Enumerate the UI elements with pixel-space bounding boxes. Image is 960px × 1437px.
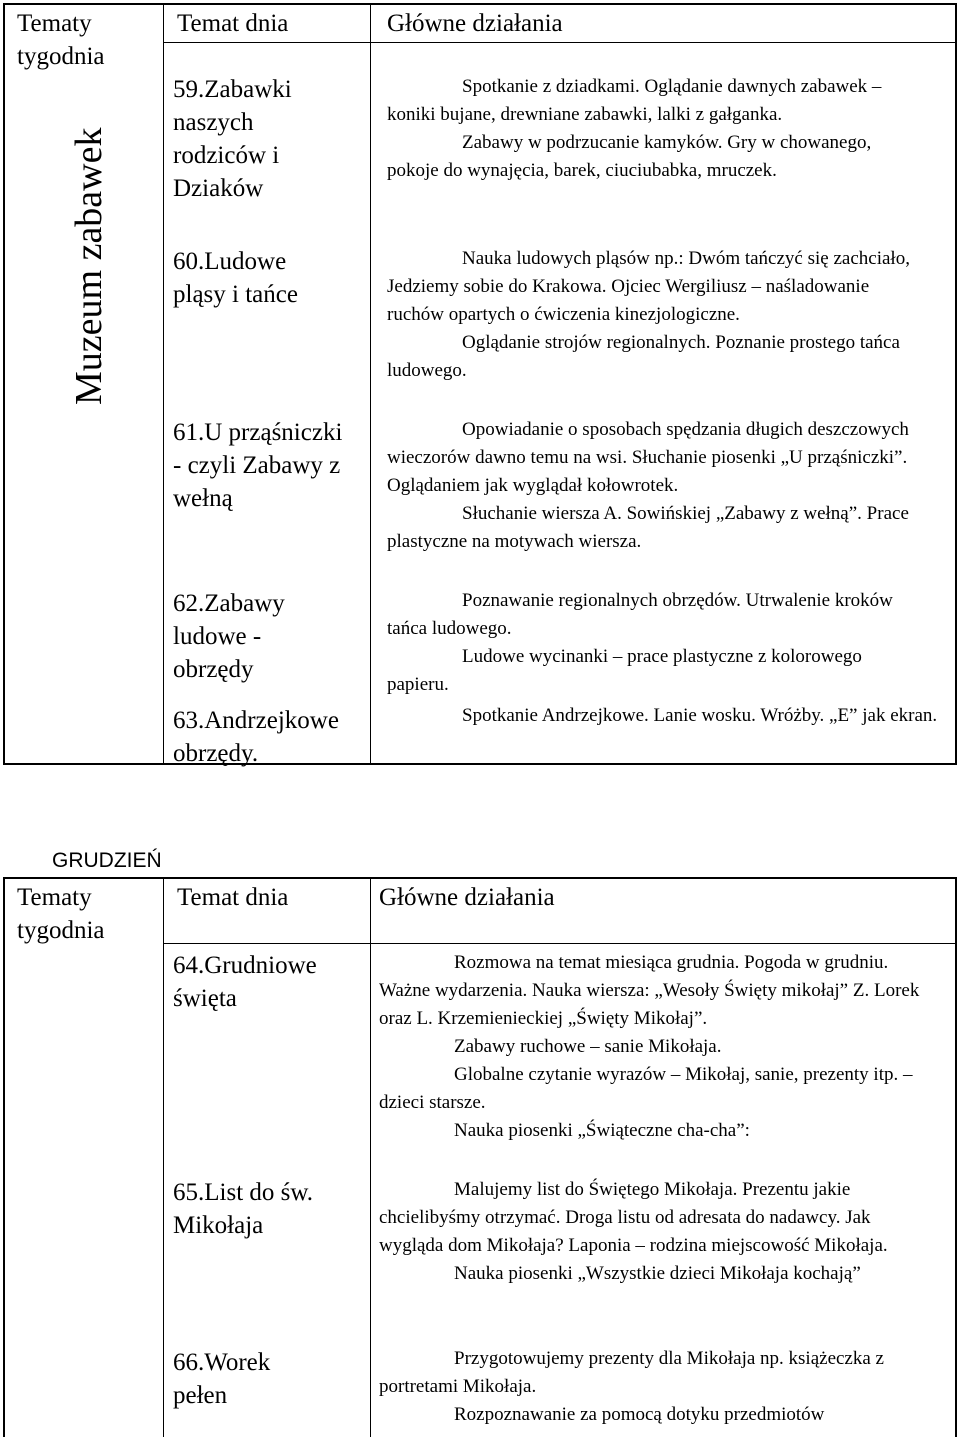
activities-62 bbox=[387, 587, 927, 699]
day-topic-64: 64.Grudniowe święta bbox=[173, 952, 317, 1012]
activity-paragraph: Przygotowujemy prezenty dla Mikołaja np. książeczka z portretami Mikołaja. bbox=[379, 1348, 884, 1397]
header-day-topic: Temat dnia bbox=[177, 884, 289, 911]
activity-paragraph: Słuchanie wiersza A. Sowińskiej „Zabawy z wełną”. Prace plastyczne na motywach wiersza. bbox=[387, 503, 909, 552]
day-topic-65: 65.List do św. Mikołaja bbox=[173, 1179, 314, 1239]
activity-paragraph: Nauka ludowych pląsów np.: Dwóm tańczyć się zachciało, Jedziemy sobie do Krakowa. Ojciec Wergiliusz – naśladowanie ruchów opartych o ćwiczenia kinezjologiczne. bbox=[387, 248, 910, 325]
activity-paragraph: Oglądanie strojów regionalnych. Poznanie prostego tańca ludowego. bbox=[387, 332, 900, 381]
activities-66 bbox=[379, 1345, 939, 1429]
day-topic-61: 61.U prząśniczki - czyli Zabawy z wełną bbox=[173, 419, 343, 512]
day-topic-62: 62.Zabawy ludowe - obrzędy bbox=[173, 590, 285, 683]
activity-paragraph: Ludowe wycinanki – prace plastyczne z kolorowego papieru. bbox=[387, 646, 862, 695]
schedule-table-december bbox=[3, 877, 957, 1437]
activity-paragraph: Nauka piosenki „Świąteczne cha-cha”: bbox=[454, 1120, 750, 1141]
column-divider bbox=[370, 5, 371, 763]
column-divider bbox=[163, 879, 164, 1437]
header-divider bbox=[163, 943, 955, 944]
activities-64 bbox=[379, 949, 929, 1145]
activity-paragraph: Rozmowa na temat miesiąca grudnia. Pogoda w grudniu. Ważne wydarzenia. Nauka wiersza: „Wesoły Święty mikołaj” Z. Lorek oraz L. Krzemienieckiej „Święty Mikołaj”. bbox=[379, 952, 920, 1029]
activities-63 bbox=[387, 702, 947, 730]
activities-61 bbox=[387, 416, 927, 556]
header-week-topics: Tematy tygodnia bbox=[17, 10, 105, 70]
activities-59 bbox=[387, 73, 927, 185]
day-topic-66: 66.Worek pełen bbox=[173, 1349, 271, 1409]
activity-paragraph: Spotkanie Andrzejkowe. Lanie wosku. Wróżby. „E” jak ekran. bbox=[462, 705, 938, 726]
activity-paragraph: Opowiadanie o sposobach spędzania długich deszczowych wieczorów dawno temu na wsi. Słuchanie piosenki „U prząśniczki”. Oglądaniem jak wyglądał kołowrotek. bbox=[387, 419, 909, 496]
day-topic-59: 59.Zabawki naszych rodziców i Dziaków bbox=[173, 76, 292, 202]
activity-paragraph: Malujemy list do Świętego Mikołaja. Prezentu jakie chcielibyśmy otrzymać. Droga listu od adresata do nadawcy. Jak wygląda dom Mikołaja? Laponia – rodzina miejscowość Mikołaja. bbox=[379, 1179, 888, 1256]
week-topic-vertical: Muzeum zabawek bbox=[68, 127, 110, 405]
header-week-topics: Tematy tygodnia bbox=[17, 884, 105, 944]
activity-paragraph: Nauka piosenki „Wszystkie dzieci Mikołaja kochają” bbox=[454, 1263, 861, 1284]
activities-60 bbox=[387, 245, 927, 385]
activity-paragraph: Poznawanie regionalnych obrzędów. Utrwalenie kroków tańca ludowego. bbox=[387, 590, 893, 639]
activity-paragraph: Zabawy ruchowe – sanie Mikołaja. bbox=[454, 1036, 722, 1057]
activity-paragraph: Globalne czytanie wyrazów – Mikołaj, sanie, prezenty itp. – dzieci starsze. bbox=[379, 1064, 913, 1113]
month-label: GRUDZIEŃ bbox=[52, 849, 162, 872]
activity-paragraph: Zabawy w podrzucanie kamyków. Gry w chowanego, pokoje do wynajęcia, barek, ciuciubabka, mruczek. bbox=[387, 132, 872, 181]
header-divider bbox=[163, 42, 955, 43]
activity-paragraph: Spotkanie z dziadkami. Oglądanie dawnych zabawek – koniki bujane, drewniane zabawki, lalki z gałganka. bbox=[387, 76, 882, 125]
header-main-activities: Główne działania bbox=[379, 884, 555, 911]
activity-paragraph: Rozpoznawanie za pomocą dotyku przedmiotów bbox=[454, 1404, 825, 1425]
activities-65 bbox=[379, 1176, 929, 1288]
day-topic-63: 63.Andrzejkowe obrzędy. bbox=[173, 707, 339, 767]
header-main-activities: Główne działania bbox=[387, 10, 563, 37]
column-divider bbox=[163, 5, 164, 763]
schedule-table-november bbox=[3, 3, 957, 765]
day-topic-60: 60.Ludowe pląsy i tańce bbox=[173, 248, 298, 308]
header-day-topic: Temat dnia bbox=[177, 10, 289, 37]
column-divider bbox=[370, 879, 371, 1437]
